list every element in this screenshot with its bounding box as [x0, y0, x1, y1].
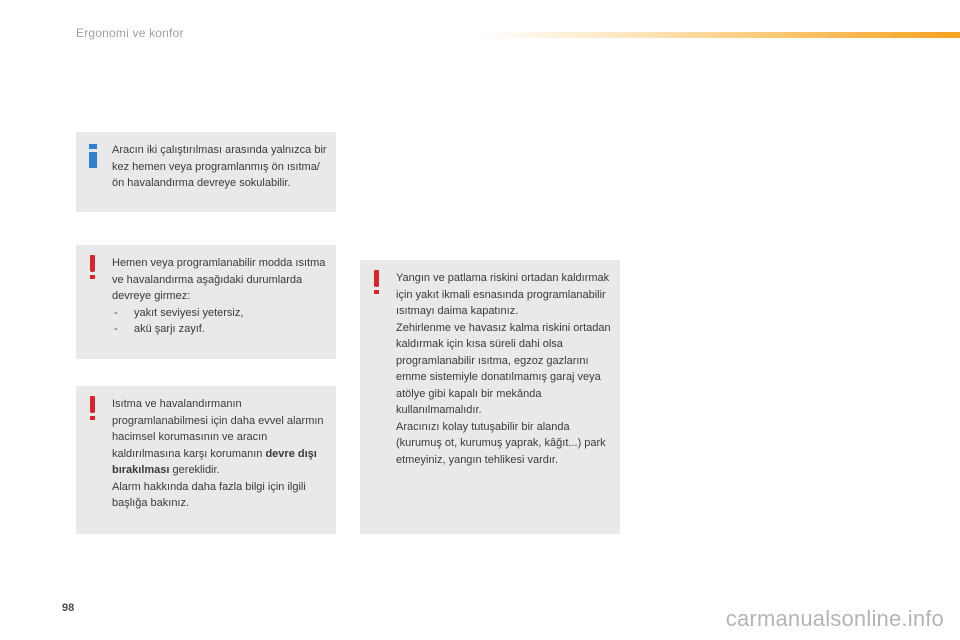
info-note-box: [76, 132, 336, 212]
warning-icon: [88, 396, 98, 420]
warning-fire-para-3: Aracınızı kolay tutuşabilir bir alanda (kurumuş ot, kurumuş yaprak, kâğıt...) park etmeyiniz, yangın tehlikesi vardır.: [396, 420, 606, 466]
warning-alarm-bold: devre dışı bırakılması: [112, 447, 317, 476]
warning-fire-para-2: Zehirlenme ve havasız kalma riskini ortadan kaldırmak için kısa süreli dahi olsa programlanabilir ısıtma, egzoz gazlarını emme sistemiyle donatılmamış garaj veya atölye gibi kapalı bir mekânda kullanılmamalıdır.: [396, 321, 611, 416]
header-accent-bar: [480, 32, 960, 38]
info-icon: [88, 144, 98, 168]
warning-alarm-text-2: Alarm hakkında daha fazla bilgi için ilgili başlığa bakınız.: [112, 480, 306, 509]
warning-alarm-text: Isıtma ve havalandırmanın programlanabilmesi için daha evvel alarmın hacimsel korumasının ve aracın kaldırılmasına karşı korumanın devre dışı bırakılması gereklidir.: [112, 398, 324, 476]
warning-conditions-intro: Hemen veya programlanabilir modda ısıtma ve havalandırma aşağıdaki durumlarda devreye girmez:: [112, 257, 326, 302]
list-item: - akü şarjı zayıf.: [112, 321, 328, 338]
list-item: - yakıt seviyesi yetersiz,: [112, 305, 328, 322]
watermark: carmanualsonline.info: [725, 606, 944, 631]
warning-conditions-list: [112, 305, 328, 338]
warning-fire-box: [360, 260, 620, 534]
warning-icon: [372, 270, 382, 294]
warning-icon: [88, 255, 98, 279]
warning-conditions-box: [76, 245, 336, 359]
page-number: 98: [62, 602, 75, 614]
warning-alarm-box: [76, 386, 336, 534]
warning-fire-para-1: Yangın ve patlama riskini ortadan kaldırmak için yakıt ikmali esnasında programlanabilir ısıtmayı daima kapatınız.: [396, 272, 610, 317]
info-note-text: Aracın iki çalıştırılması arasında yalnızca bir kez hemen veya programlanmış ön ısıtma/ön havalandırma devreye sokulabilir.: [112, 144, 327, 189]
section-title: Ergonomi ve konfor: [76, 26, 184, 40]
